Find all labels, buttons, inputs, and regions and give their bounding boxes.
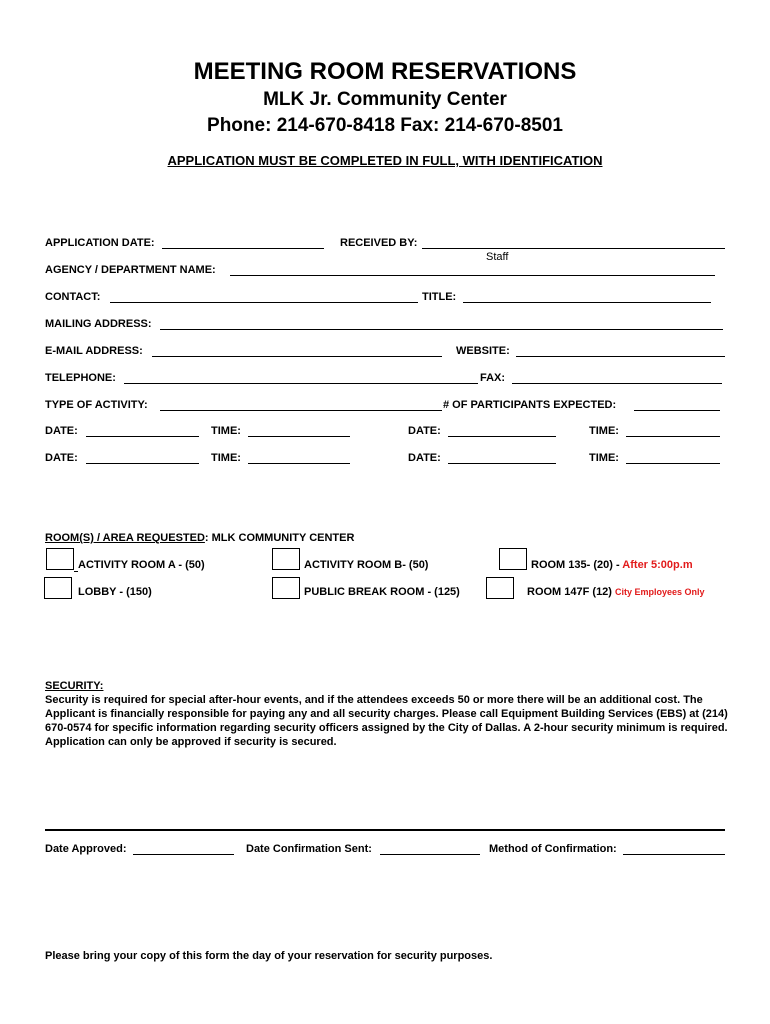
room-b-checkbox[interactable] <box>272 548 300 570</box>
time-label: TIME: <box>589 425 619 437</box>
date-line[interactable] <box>448 463 556 464</box>
room-147f-name: ROOM 147F (12) <box>527 586 612 598</box>
date-label: DATE: <box>408 425 441 437</box>
agency-line[interactable] <box>230 275 715 276</box>
time-line[interactable] <box>248 436 350 437</box>
room-135-label <box>531 559 693 571</box>
telephone-line[interactable] <box>124 383 478 384</box>
room-a-label: ACTIVITY ROOM A - (50) <box>78 559 205 571</box>
time-label: TIME: <box>211 452 241 464</box>
public-break-room-label: PUBLIC BREAK ROOM - (125) <box>304 586 460 598</box>
application-date-label: APPLICATION DATE: <box>45 237 155 249</box>
activity-type-line[interactable] <box>160 410 442 411</box>
form-title: MEETING ROOM RESERVATIONS <box>193 58 577 85</box>
date-label: DATE: <box>45 425 78 437</box>
time-line[interactable] <box>626 436 720 437</box>
email-label: E-MAIL ADDRESS: <box>45 345 143 357</box>
mailing-address-line[interactable] <box>160 329 723 330</box>
room-b-label: ACTIVITY ROOM B- (50) <box>304 559 429 571</box>
time-label: TIME: <box>589 452 619 464</box>
staff-caption: Staff <box>486 251 509 263</box>
office-use-separator <box>45 829 725 831</box>
room-135-checkbox[interactable] <box>499 548 527 570</box>
application-date-line[interactable] <box>162 248 324 249</box>
room-a-mark <box>74 571 78 572</box>
phone-fax: Phone: 214-670-8418 Fax: 214-670-8501 <box>207 115 563 136</box>
agency-label: AGENCY / DEPARTMENT NAME: <box>45 264 216 276</box>
participants-line[interactable] <box>634 410 720 411</box>
confirmation-method-line[interactable] <box>623 854 725 855</box>
room-147f-note: City Employees Only <box>615 587 705 597</box>
participants-label: # OF PARTICIPANTS EXPECTED: <box>443 399 617 411</box>
room-147f-checkbox[interactable] <box>486 577 514 599</box>
contact-line[interactable] <box>110 302 418 303</box>
center-name: MLK Jr. Community Center <box>263 89 507 110</box>
fax-label: FAX: <box>480 372 506 384</box>
rooms-heading-underlined: ROOM(S) / AREA REQUESTED <box>45 532 205 544</box>
completion-notice: APPLICATION MUST BE COMPLETED IN FULL, WITH IDENTIFICATION <box>167 153 603 168</box>
public-break-room-checkbox[interactable] <box>272 577 300 599</box>
lobby-label: LOBBY - (150) <box>78 586 152 598</box>
title-line[interactable] <box>463 302 711 303</box>
website-line[interactable] <box>516 356 725 357</box>
mailing-address-label: MAILING ADDRESS: <box>45 318 152 330</box>
room-a-checkbox[interactable] <box>46 548 74 570</box>
fax-line[interactable] <box>512 383 722 384</box>
date-label: DATE: <box>408 452 441 464</box>
title-label: TITLE: <box>422 291 457 303</box>
activity-type-label: TYPE OF ACTIVITY: <box>45 399 148 411</box>
room-135-note: After 5:00p.m <box>622 559 693 571</box>
security-text: Security is required for special after-hour events, and if the attendees exceeds 50 or more there will be an additional cost. The Applicant is financially responsible for paying any and all security charges. Please call Equipment Building Services (EBS) at (214) 670-0574 for specific information regarding security officers assigned by the City of Dallas. A 2-hour security minimum is required. Application can only be approved if security is secured. <box>45 694 728 748</box>
rooms-heading-rest: : MLK COMMUNITY CENTER <box>204 532 355 544</box>
date-approved-line[interactable] <box>133 854 234 855</box>
date-line[interactable] <box>86 463 199 464</box>
time-line[interactable] <box>626 463 720 464</box>
security-heading: SECURITY: <box>45 680 104 692</box>
confirmation-method-label: Method of Confirmation: <box>489 843 617 855</box>
confirmation-sent-label: Date Confirmation Sent: <box>246 843 372 855</box>
lobby-checkbox[interactable] <box>44 577 72 599</box>
website-label: WEBSITE: <box>456 345 510 357</box>
date-line[interactable] <box>86 436 199 437</box>
telephone-label: TELEPHONE: <box>45 372 116 384</box>
contact-label: CONTACT: <box>45 291 101 303</box>
time-line[interactable] <box>248 463 350 464</box>
date-label: DATE: <box>45 452 78 464</box>
email-line[interactable] <box>152 356 442 357</box>
confirmation-sent-line[interactable] <box>380 854 480 855</box>
footer-note: Please bring your copy of this form the day of your reservation for security purposes. <box>45 950 493 962</box>
room-147f-label <box>527 586 705 598</box>
received-by-line[interactable] <box>422 248 725 249</box>
time-label: TIME: <box>211 425 241 437</box>
date-approved-label: Date Approved: <box>45 843 127 855</box>
received-by-label: RECEIVED BY: <box>340 237 418 249</box>
date-line[interactable] <box>448 436 556 437</box>
rooms-heading <box>45 532 354 544</box>
room-135-name: ROOM 135- (20) - <box>531 559 620 571</box>
